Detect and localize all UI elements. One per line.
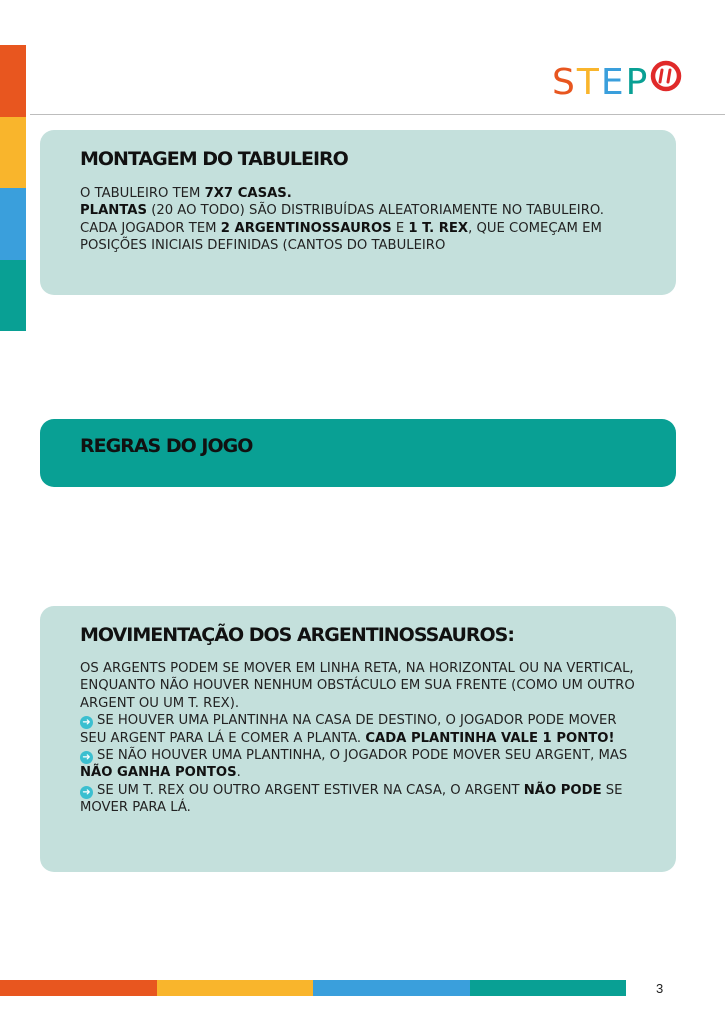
argent-count: 2 ARGENTINOSSAUROS xyxy=(220,220,392,236)
setup-title: MONTAGEM DO TABULEIRO xyxy=(80,148,348,170)
setup-line1: O TABULEIRO TEM xyxy=(80,186,205,201)
movement-section xyxy=(40,606,676,872)
rules-header xyxy=(40,419,676,487)
setup-line3-mid: E xyxy=(391,220,409,236)
side-color-strip xyxy=(0,45,26,331)
logo-text: STEP xyxy=(552,62,650,102)
strip-orange xyxy=(0,45,26,117)
rule2-bold: NÃO GANHA PONTOS xyxy=(80,765,237,781)
strip-yellow xyxy=(0,117,26,189)
bottom-strip-teal xyxy=(470,980,627,996)
rule2-text: SE NÃO HOUVER UMA PLANTINHA, O JOGADOR PODE MOVER SEU ARGENT, MAS xyxy=(97,748,628,764)
setup-line3-rest: , QUE COMEÇAM EM POSIÇÕES INICIAIS DEFINIDAS (CANTOS DO TABULEIRO xyxy=(80,220,602,254)
rules-title: REGRAS DO JOGO xyxy=(80,435,253,457)
header-divider xyxy=(30,114,725,115)
rule1-text: SE HOUVER UMA PLANTINHA NA CASA DE DESTINO, O JOGADOR PODE MOVER SEU ARGENT PARA LÁ E COMER A PLANTA. xyxy=(80,713,617,746)
setup-section xyxy=(40,130,676,295)
rule2-end: . xyxy=(236,765,241,781)
setup-line3-pre: CADA JOGADOR TEM xyxy=(80,220,221,236)
setup-line2: (20 AO TODO) SÃO DISTRIBUÍDAS ALEATORIAMENTE NO TABULEIRO. xyxy=(147,203,604,219)
rule1-bold: CADA PLANTINHA VALE 1 PONTO! xyxy=(365,730,615,746)
rule3-end: SE MOVER PARA LÁ. xyxy=(80,782,623,816)
plants-label: PLANTAS xyxy=(80,203,147,219)
arrow-circle-right-icon: ➜ xyxy=(80,786,93,799)
movement-title: MOVIMENTAÇÃO DOS ARGENTINOSSAUROS: xyxy=(80,624,514,646)
step-logo xyxy=(552,58,684,102)
strip-blue xyxy=(0,188,26,260)
rule3-bold: NÃO PODE xyxy=(523,782,602,798)
page-number: 3 xyxy=(656,981,664,996)
bottom-strip-orange xyxy=(0,980,157,996)
strip-teal xyxy=(0,260,26,332)
rule3-text: SE UM T. REX OU OUTRO ARGENT ESTIVER NA CASA, O ARGENT xyxy=(97,782,524,798)
movement-text xyxy=(80,660,636,817)
bottom-color-strip xyxy=(0,980,626,996)
board-size: 7X7 CASAS. xyxy=(204,186,292,201)
movement-intro: OS ARGENTS PODEM SE MOVER EM LINHA RETA, NA HORIZONTAL OU NA VERTICAL, ENQUANTO NÃO HOUVER NENHUM OBSTÁCULO EM SUA FRENTE (COMO UM OUTRO ARGENT OU UM T. REX). xyxy=(80,661,635,711)
setup-text xyxy=(80,185,636,255)
arrow-circle-right-icon: ➜ xyxy=(80,751,93,764)
bottom-strip-yellow xyxy=(157,980,314,996)
trex-count: 1 T. REX xyxy=(408,220,469,236)
logo-badge-icon xyxy=(653,63,679,89)
bottom-strip-blue xyxy=(313,980,470,996)
arrow-circle-right-icon: ➜ xyxy=(80,716,93,729)
